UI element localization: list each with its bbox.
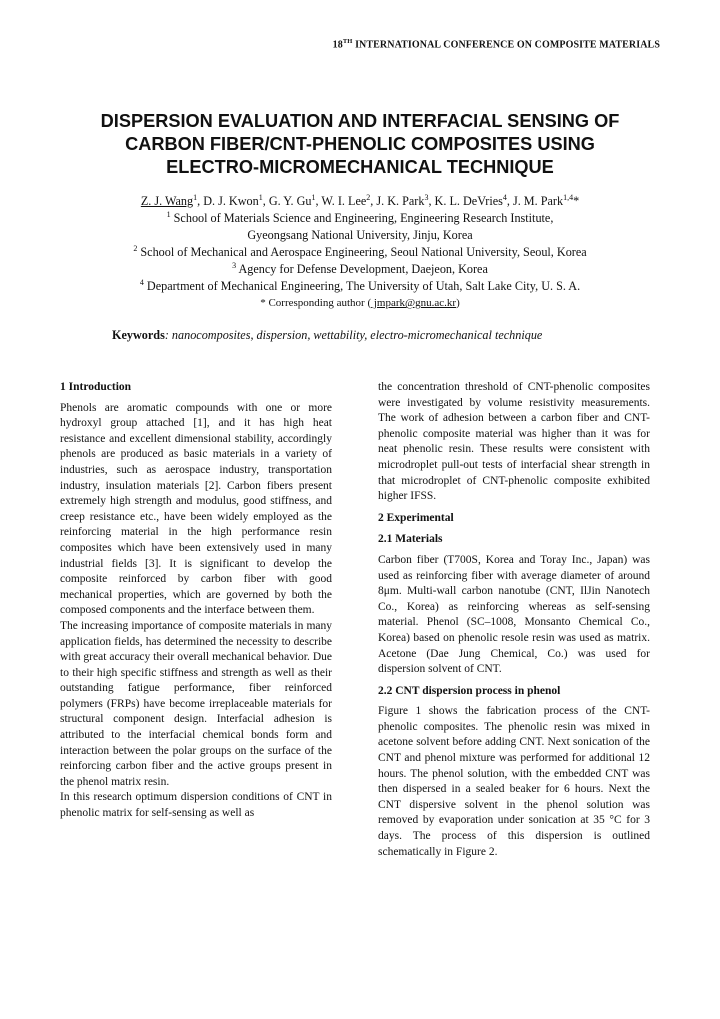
affiliation-3: [40, 261, 680, 278]
affiliation-3-sup: 3: [232, 260, 237, 270]
author-3: , G. Y. Gu: [262, 194, 312, 208]
author-3-sup: 1: [311, 192, 316, 202]
author-1: Z. J. Wang: [140, 194, 194, 208]
affiliation-2-text: School of Mechanical and Aerospace Engineering, Seoul National University, Seoul, Korea: [137, 245, 587, 259]
keywords-label: Keywords: [112, 328, 165, 342]
corr-prefix: * Corresponding author (: [260, 297, 372, 309]
intro-paragraph-1: Phenols are aromatic compounds with one or more hydroxyl group attached [1], and it has high heat resistance and excellent dimensional stability, accordingly phenols are produced as basic materials in a variety of industries, such as aerospace industry, transportation industry, insulation materials [2]. Carbon fibers present extremely high strength and modulus, good stiffness, and creep resistance etc., have been widely employed as the reinforcing material in the high performance resin composites which have been extensively used in many industrial fields [3]. It is significant to develop the composite reinforced by carbon fiber with good mechanical properties, which are governed by both the composed components and the interface between them.: [60, 401, 332, 617]
keywords-line: [112, 328, 672, 343]
paper-title: [60, 110, 660, 179]
title-line-2: CARBON FIBER/CNT-PHENOLIC COMPOSITES USING: [125, 134, 595, 154]
author-2-sup: 1: [258, 192, 263, 202]
conf-name: INTERNATIONAL CONFERENCE ON COMPOSITE MATERIALS: [352, 39, 660, 51]
author-6: , K. L. DeVries: [428, 194, 503, 208]
intro-paragraph-3: In this research optimum dispersion conditions of CNT in phenolic matrix for self-sensing as well as: [60, 791, 332, 820]
author-7: , J. M. Park: [506, 194, 564, 208]
affiliation-1-cont: Gyeongsang National University, Jinju, Korea: [247, 228, 473, 242]
affiliation-2-sup: 2: [133, 243, 138, 253]
affiliation-3-text: Agency for Defense Development, Daejeon, Korea: [236, 262, 488, 276]
dispersion-paragraph: Figure 1 shows the fabrication process of the CNT-phenolic composites. The phenolic resin was mixed in acetone solvent before adding CNT. Next sonication of the CNT and phenol mixture was performed for additional 12 hours. The phenol solution, with the embedded CNT was then dispersed in a sealed beaker for 6 hours. Next the CNT dispersive solvent in the phenol solution was removed by evaporation under sonication at 35 °C for 3 days. The process of this dispersion is outlined schematically in Figure 2.: [378, 705, 650, 858]
corresponding-star: *: [573, 194, 580, 208]
subsection-heading-dispersion: 2.2 CNT dispersion process in phenol: [378, 684, 561, 697]
author-block: [40, 193, 680, 312]
section-heading-introduction: 1 Introduction: [60, 381, 132, 393]
author-4-sup: 2: [366, 192, 371, 202]
conf-ordinal: TH: [342, 38, 353, 45]
affiliation-1: [40, 210, 680, 227]
subsection-heading-materials: 2.1 Materials: [378, 533, 443, 546]
author-6-sup: 4: [502, 192, 507, 202]
materials-paragraph: Carbon fiber (T700S, Korea and Toray Inc., Japan) was used as reinforcing fiber with average diameter of around 8μm. Multi-wall carbon nanotube (CNT, IlJin Nanotech Co., Korea) as reinforcing whereas as self-sensing material. Phenol (SC–1008, Monsanto Chemical Co., Korea) based on phenolic resole resin was used as matrix. Acetone (Dae Jung Chemical, Co.) was used for dispersion solvent of CNT.: [378, 553, 650, 676]
author-5: , J. K. Park: [370, 194, 425, 208]
section-heading-experimental: 2 Experimental: [378, 511, 454, 524]
conf-number: 18: [332, 39, 343, 51]
affiliation-4-sup: 4: [139, 277, 144, 287]
author-4: , W. I. Lee: [315, 194, 367, 208]
title-line-1: DISPERSION EVALUATION AND INTERFACIAL SENSING OF: [100, 111, 620, 131]
corr-suffix: ): [456, 297, 460, 309]
corresponding-email-link[interactable]: jmpark@gnu.ac.kr: [371, 297, 457, 309]
affiliation-4: [40, 278, 680, 295]
intro-paragraph-2: The increasing importance of composite materials in many application fields, has determined the necessity to describe with great accuracy their overall mechanical behavior. Due to their high specific stiffness and strength as well as their outstanding fatigue performance, fiber reinforced polymers (FRPs) have become irreplaceable materials for structural component design. Interfacial adhesion is attributed to the interfacial chemical bonds form and interaction between the polar groups on the surface of the reinforcing carbon fiber and the active groups present in the phenol matrix resin.: [60, 619, 332, 788]
author-7-sup: 1,4: [563, 192, 574, 202]
keywords-text: : nanocomposites, dispersion, wettability, electro-micromechanical technique: [164, 328, 543, 342]
title-line-3: ELECTRO-MICROMECHANICAL TECHNIQUE: [166, 157, 554, 177]
affiliation-1-line-1: School of Materials Science and Engineering, Engineering Research Institute,: [170, 211, 554, 225]
intro-paragraph-continued: the concentration threshold of CNT-phenolic composites were investigated by volume resistivity measurements. The work of adhesion between a carbon fiber and CNT-phenolic composite material was higher than it was for neat phenolic resin. These results were consistent with microdroplet pull-out tests of interfacial shear strength in that microdroplet of CNT-phenolic composite exhibited higher IFSS.: [378, 381, 650, 503]
affiliation-2: [40, 244, 680, 261]
author-5-sup: 3: [424, 192, 429, 202]
author-2: , D. J. Kwon: [197, 194, 259, 208]
affiliation-4-text: Department of Mechanical Engineering, The University of Utah, Salt Lake City, U. S. A.: [143, 279, 581, 293]
conference-header: [200, 38, 660, 50]
right-column: [378, 380, 650, 860]
left-column: [60, 380, 332, 822]
affiliation-1-sup: 1: [166, 209, 171, 219]
author-list: [40, 193, 680, 210]
author-1-sup: 1: [193, 192, 198, 202]
corresponding-author: [40, 295, 680, 312]
